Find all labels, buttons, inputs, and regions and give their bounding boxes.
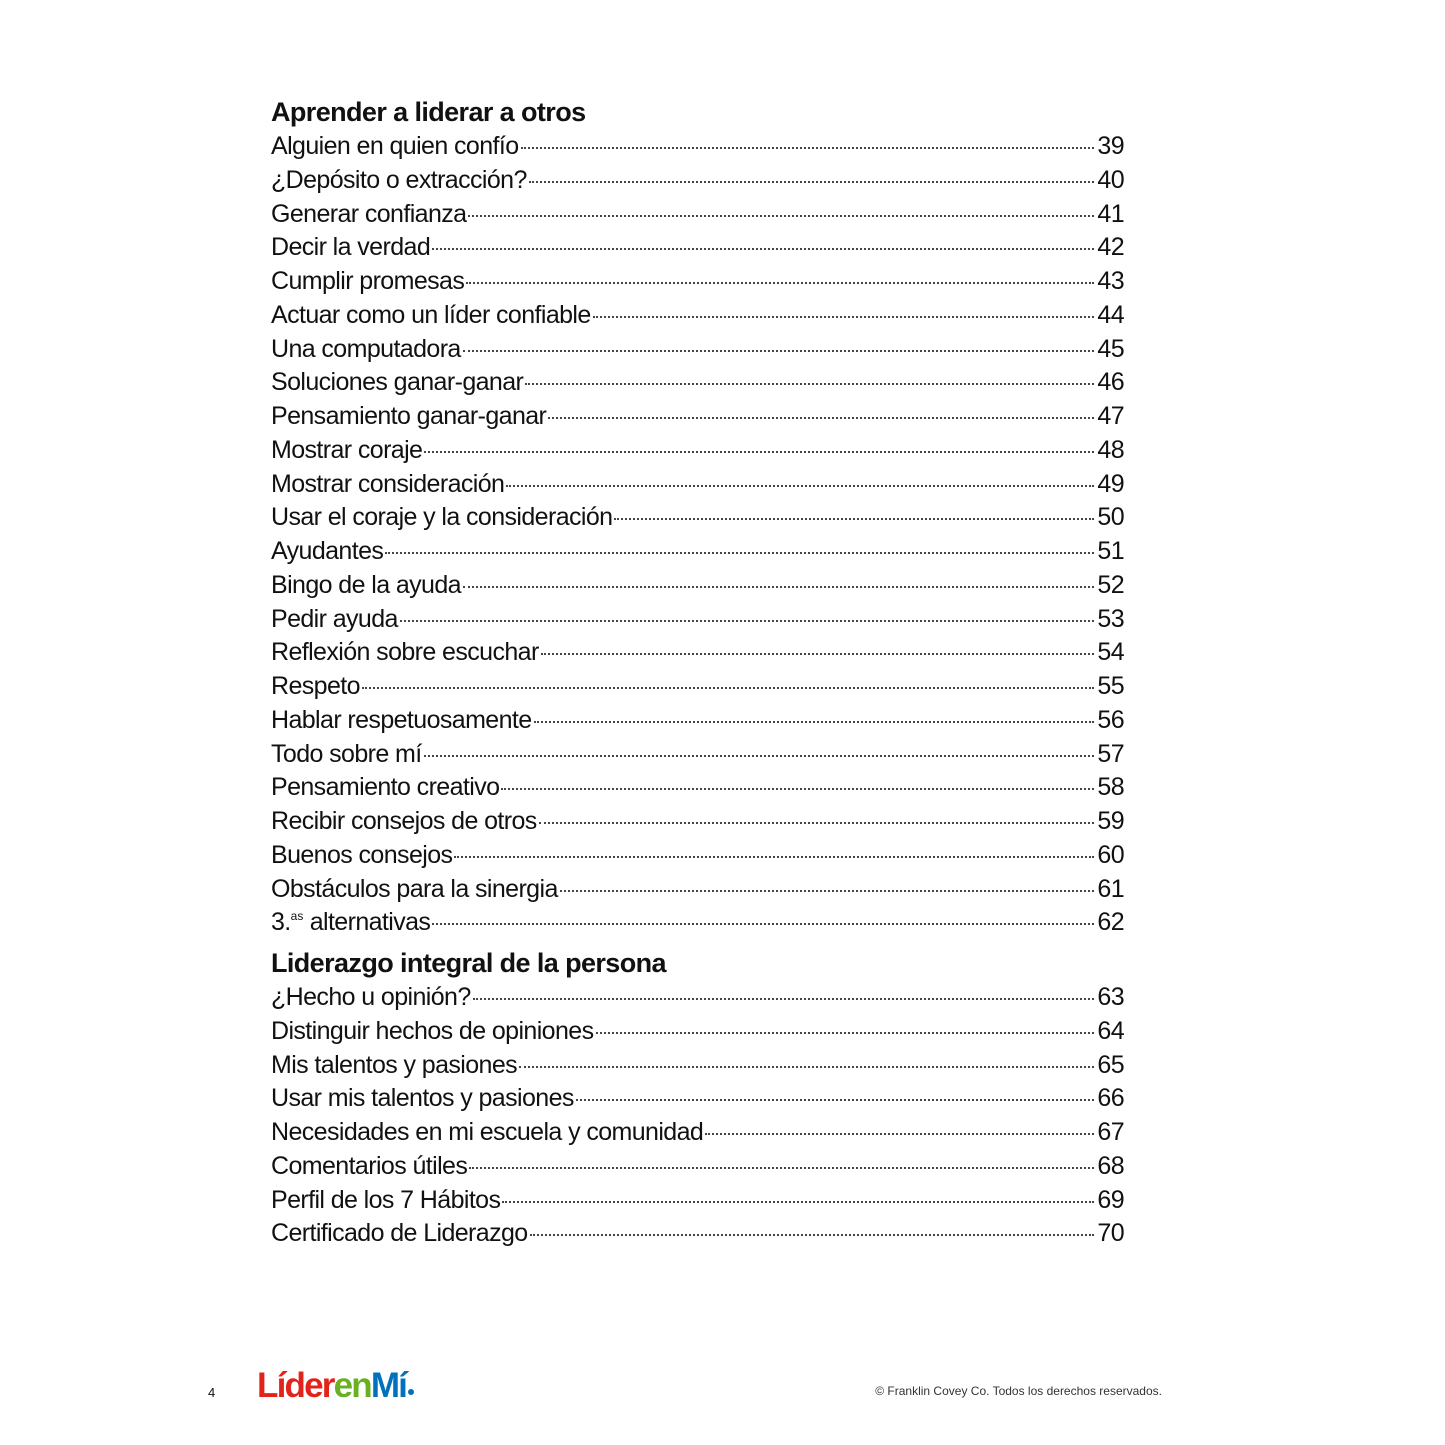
entry-page: 63	[1097, 983, 1124, 1011]
entry-label-superscript: as	[290, 909, 304, 924]
toc-entry	[271, 265, 1124, 299]
copyright-notice: © Franklin Covey Co. Todos los derechos reservados.	[875, 1384, 1162, 1398]
entry-page: 70	[1097, 1219, 1124, 1248]
dot-leader	[362, 687, 1094, 689]
toc-entry	[271, 670, 1124, 704]
dot-leader	[506, 485, 1094, 487]
dot-leader	[614, 518, 1094, 520]
toc-entry	[271, 569, 1124, 603]
toc-section-list	[271, 981, 1124, 1251]
dot-leader	[521, 147, 1095, 149]
dot-leader	[560, 890, 1095, 892]
entry-label: Recibir consejos de otros	[271, 807, 537, 835]
entry-label: Mis talentos y pasiones	[271, 1050, 518, 1079]
toc-entry	[271, 198, 1124, 232]
toc-entry	[271, 1150, 1124, 1184]
entry-page: 69	[1097, 1185, 1124, 1214]
entry-label: Ayudantes	[271, 537, 384, 565]
entry-page: 39	[1097, 132, 1124, 160]
toc-entry	[271, 805, 1124, 839]
entry-label: ¿Hecho u opinión?	[271, 983, 471, 1011]
entry-label: Perfil de los 7 Hábitos	[271, 1185, 501, 1214]
dot-leader	[525, 383, 1094, 385]
entry-page: 65	[1097, 1050, 1124, 1079]
dot-leader	[424, 451, 1094, 453]
dot-leader	[454, 856, 1094, 858]
toc-entry	[271, 434, 1124, 468]
toc-entry	[271, 1217, 1124, 1251]
toc-entry	[271, 603, 1124, 637]
toc-entry	[271, 839, 1124, 873]
entry-label: Reflexión sobre escuchar	[271, 638, 539, 667]
toc-entry	[271, 1116, 1124, 1150]
entry-label: Buenos consejos	[271, 840, 453, 869]
toc-entry	[271, 636, 1124, 670]
dot-leader	[463, 586, 1094, 588]
section-title: Aprender a liderar a otros	[271, 97, 586, 127]
page-number: 4	[208, 1385, 216, 1400]
dot-leader	[466, 282, 1094, 284]
dot-leader	[424, 755, 1095, 757]
toc-entry	[271, 231, 1124, 265]
toc-entry	[271, 906, 1124, 940]
dot-leader	[548, 417, 1094, 419]
entry-label: Obstáculos para la sinergia	[271, 874, 558, 903]
dot-leader	[530, 1234, 1095, 1236]
entry-page: 55	[1097, 672, 1124, 700]
entry-label	[271, 906, 430, 940]
entry-label: Necesidades en mi escuela y comunidad	[271, 1118, 704, 1146]
entry-page: 54	[1097, 638, 1124, 667]
dot-leader	[400, 620, 1095, 622]
entry-label: Todo sobre mí	[271, 739, 422, 768]
entry-page: 61	[1097, 874, 1124, 903]
toc-entry	[271, 366, 1124, 400]
toc-entry	[271, 164, 1124, 198]
entry-page: 46	[1097, 368, 1124, 397]
dot-leader	[468, 215, 1094, 217]
entry-label: Respeto	[271, 672, 360, 700]
entry-page: 48	[1097, 435, 1124, 464]
toc-entry	[271, 771, 1124, 805]
entry-label: Soluciones ganar-ganar	[271, 368, 524, 397]
entry-label: Una computadora	[271, 334, 461, 363]
entry-label: Cumplir promesas	[271, 267, 465, 295]
entry-page: 43	[1097, 267, 1124, 295]
table-of-contents	[271, 94, 1124, 1251]
dot-leader	[596, 1032, 1095, 1034]
entry-page: 59	[1097, 807, 1124, 835]
entry-page: 51	[1097, 537, 1124, 565]
entry-page: 42	[1097, 233, 1124, 262]
entry-page: 45	[1097, 334, 1124, 363]
logo-part-en: en	[333, 1366, 371, 1405]
dot-leader	[502, 1201, 1094, 1203]
entry-page: 60	[1097, 840, 1124, 869]
entry-page: 66	[1097, 1084, 1124, 1113]
toc-entry	[271, 535, 1124, 569]
dot-leader	[541, 653, 1095, 655]
entry-page: 53	[1097, 604, 1124, 633]
dot-leader	[593, 316, 1095, 318]
logo-part-mi: Mí	[370, 1366, 407, 1405]
dot-leader	[576, 1099, 1095, 1101]
entry-label: ¿Depósito o extracción?	[271, 165, 527, 194]
toc-section-list	[271, 130, 1124, 940]
entry-label: Mostrar consideración	[271, 469, 505, 498]
toc-entry	[271, 130, 1124, 164]
entry-page: 49	[1097, 469, 1124, 498]
entry-label: Pensamiento ganar-ganar	[271, 402, 547, 430]
dot-leader	[519, 1066, 1094, 1068]
toc-entry	[271, 501, 1124, 535]
entry-label: Pensamiento creativo	[271, 773, 500, 802]
entry-label: Bingo de la ayuda	[271, 570, 461, 599]
toc-entry	[271, 1184, 1124, 1218]
toc-entry	[271, 333, 1124, 367]
dot-leader	[432, 248, 1094, 250]
entry-page: 67	[1097, 1118, 1124, 1146]
entry-label: Actuar como un líder confiable	[271, 300, 591, 329]
entry-page: 56	[1097, 705, 1124, 734]
entry-page: 40	[1097, 165, 1124, 194]
dot-leader	[529, 181, 1095, 183]
toc-entry	[271, 704, 1124, 738]
toc-entry	[271, 400, 1124, 434]
entry-page: 57	[1097, 739, 1124, 768]
toc-entry	[271, 1082, 1124, 1116]
entry-label: Pedir ayuda	[271, 604, 398, 633]
entry-page: 62	[1097, 908, 1124, 937]
entry-label-prefix: 3.	[271, 908, 291, 937]
entry-label: Distinguir hechos de opiniones	[271, 1016, 594, 1045]
entry-label: Mostrar coraje	[271, 435, 423, 464]
logo-part-lider: Líder	[257, 1366, 334, 1405]
lider-en-mi-logo	[257, 1366, 414, 1406]
entry-label: Generar confianza	[271, 199, 467, 228]
entry-page: 44	[1097, 300, 1124, 329]
entry-page: 68	[1097, 1151, 1124, 1180]
entry-page: 64	[1097, 1016, 1124, 1045]
entry-label: Usar el coraje y la consideración	[271, 503, 613, 532]
entry-page: 47	[1097, 402, 1124, 430]
entry-label-text: alternativas	[303, 908, 431, 937]
entry-page: 50	[1097, 503, 1124, 532]
toc-entry	[271, 738, 1124, 772]
dot-leader	[473, 998, 1095, 1000]
dot-leader	[432, 923, 1094, 925]
dot-leader	[463, 350, 1095, 352]
logo-dot-icon	[408, 1389, 414, 1395]
toc-entry	[271, 468, 1124, 502]
entry-page: 52	[1097, 570, 1124, 599]
toc-entry	[271, 981, 1124, 1015]
dot-leader	[705, 1133, 1094, 1135]
entry-label: Decir la verdad	[271, 233, 431, 262]
toc-entry	[271, 299, 1124, 333]
section-title: Liderazgo integral de la persona	[271, 948, 666, 978]
toc-entry	[271, 1049, 1124, 1083]
dot-leader	[534, 721, 1095, 723]
entry-label: Certificado de Liderazgo	[271, 1219, 528, 1248]
dot-leader	[469, 1167, 1094, 1169]
entry-label: Comentarios útiles	[271, 1151, 468, 1180]
entry-label: Alguien en quien confío	[271, 132, 519, 160]
toc-entry	[271, 873, 1124, 907]
entry-label: Hablar respetuosamente	[271, 705, 532, 734]
entry-label: Usar mis talentos y pasiones	[271, 1084, 574, 1113]
entry-page: 58	[1097, 773, 1124, 802]
dot-leader	[385, 552, 1094, 554]
dot-leader	[539, 822, 1095, 824]
toc-entry	[271, 1015, 1124, 1049]
dot-leader	[501, 788, 1094, 790]
entry-page: 41	[1097, 199, 1124, 228]
